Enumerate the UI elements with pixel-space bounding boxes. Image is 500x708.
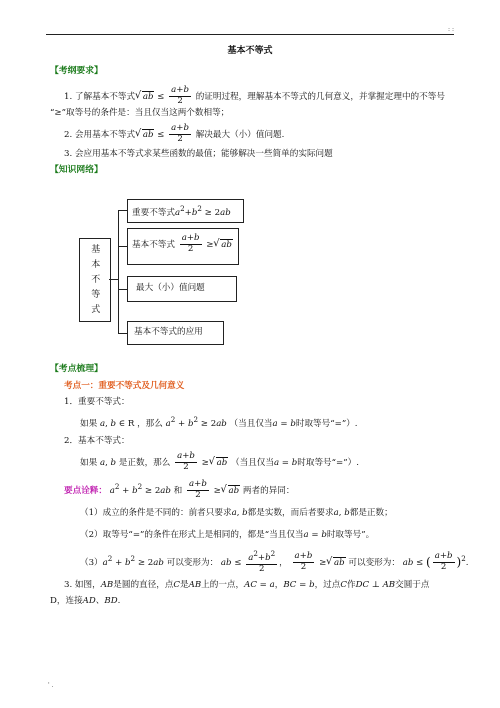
text: 可以变形为： — [166, 557, 219, 568]
sqrt-ab: √ ab — [220, 239, 233, 251]
network-trunk — [118, 210, 119, 334]
network-box-basic-inequality: 基本不等式 $\frac{a+b}{2}$ ≥ √ ab — [127, 228, 239, 265]
kp-line-3: 3. 如图，AB是圆的直径，点C是AB上的一点，AC = a，BC = b，过点C作DC ⊥ AB交圆于点 — [64, 580, 430, 590]
req-1-suffix: 的证明过程，理解基本不等式的几何意义，并掌握定理中的不等号 — [195, 91, 445, 102]
text: ， — [279, 557, 288, 568]
sqrt-ab: √ ab — [142, 91, 155, 103]
network-connector — [118, 210, 127, 211]
page-corner-mark: : : — [448, 26, 454, 33]
kp-note-2: （2）取等号“=”的条件在形式上是相同的，都是“当且仅当a = b时取等号”。 — [80, 530, 375, 540]
text: 交圆于点 — [395, 580, 430, 590]
text: 时取等号”。 — [326, 530, 375, 540]
text: 作 — [346, 580, 356, 590]
frac-a-plus-b-over-2: $\frac{a+b}{2}$ — [189, 479, 207, 500]
text: （2）取等号“=”的条件在形式上是相同的，都是“当且仅当 — [80, 530, 304, 540]
sqrt-ab: √ ab — [333, 557, 346, 569]
section-exam-requirements: 【考纲要求】 — [50, 66, 103, 76]
kp-note-1: （1）成立的条件是不同的：前者只要求a, b都是实数，而后者要求a, b都是正数； — [80, 508, 393, 518]
text: D，连接 — [50, 596, 83, 606]
network-box-1-label: 重要不等式 — [132, 207, 175, 218]
network-box-3-label: 最大（小）值问题 — [136, 283, 205, 293]
point-1-heading: 考点一：重要不等式及几何意义 — [64, 381, 185, 391]
header-rule — [46, 34, 454, 35]
text: 和 — [173, 485, 183, 496]
text: 是 — [180, 580, 189, 590]
page-corner-mark: ' . — [48, 682, 54, 689]
key-note-label: 要点诠释： — [64, 485, 107, 496]
text: 上的一点， — [201, 580, 245, 590]
network-box-applications — [127, 321, 224, 345]
text: 如果 — [80, 418, 98, 429]
text: （当且仅当 — [229, 418, 273, 429]
text: 是正数，那么 — [118, 457, 171, 468]
kp-key-note: 要点诠释： $a^2 + b^2 \ge 2ab$ 和 $\frac{a+b}{2}$ ≥ √ ab 两者的异同： — [64, 480, 294, 501]
text: （3） — [80, 557, 103, 568]
network-box-important-inequality: 重要不等式$a^2+b^2 \ge 2ab$ — [127, 199, 244, 223]
text: 可以变形为： — [348, 557, 400, 568]
text: 时取等号“=”）. — [295, 418, 358, 429]
frac-a-plus-b-over-2: $\frac{a+b}{2}$ — [171, 123, 189, 144]
text: ，那么 — [137, 418, 163, 429]
req-line-2: 2. 会用基本不等式 √ ab ≤ $\frac{a+b}{2}$ 解决最大（小）值问题. — [64, 124, 284, 145]
text: （当且仅当 — [230, 457, 274, 468]
text: 时取等号“=”）. — [297, 457, 359, 468]
network-box-2-label: 基本不等式 — [132, 239, 175, 250]
kp-line-2: 2．基本不等式： — [64, 436, 130, 446]
network-root-label: 基本不等式 — [89, 244, 100, 319]
page-title: 基本不等式 — [227, 46, 273, 56]
network-connector — [109, 279, 118, 280]
network-box-max-min — [127, 276, 237, 302]
req-line-1-cont: “≥”取等号的条件是：当且仅当这两个数相等； — [50, 108, 230, 118]
frac-a-plus-b-over-2: $\frac{a+b}{2}$ — [294, 550, 313, 572]
text: 都是正数； — [349, 508, 393, 518]
req-1-prefix: 1. 了解基本不等式 — [64, 91, 136, 102]
sqrt-ab: √ ab — [228, 485, 241, 497]
text: 如果 — [80, 457, 98, 468]
network-box-4-label: 基本不等式的应用 — [134, 327, 203, 337]
text: 都是实数，而后者要求 — [247, 508, 334, 518]
text: . — [117, 596, 121, 606]
kp-basic-inequality: 如果 a, b 是正数，那么 $\frac{a+b}{2}$ ≥ √ ab （当且仅当a = b时取等号“=”）. — [80, 452, 359, 473]
network-connector — [118, 289, 127, 290]
frac-a-plus-b-over-2: $\frac{a+b}{2}$ — [177, 451, 195, 472]
kp-important-inequality: 如果 a, b ∈ R ，那么 $a^2 + b^2 \ge 2ab$ （当且仅当a = b时取等号“=”）. — [80, 415, 358, 429]
text: 两者的异同： — [242, 485, 295, 496]
kp-note-3: $(3)a^2 + b^2 \ge 2ab$ 可以变形为： ab ≤ $\frac{a^2+b^2}{2}$ ， $\frac{a+b}{2}$ ≥ √ ab 可以变形为： ab ≤ ( $\frac{a+b}{2}$ )$^2$. — [80, 550, 469, 575]
text: 是圆的直径，点 — [113, 580, 174, 590]
req-2-suffix: 解决最大（小）值问题. — [195, 129, 285, 140]
kp-line-1: 1．重要不等式： — [64, 397, 130, 407]
section-knowledge-network: 【知识网络】 — [50, 165, 103, 175]
text: ， — [274, 580, 284, 590]
text: （1）成立的条件是不同的：前者只要求 — [80, 508, 232, 518]
req-line-1: 1. 了解基本不等式 √ ab ≤ $\frac{a+b}{2}$ 的证明过程，理解基本不等式的几何意义，并掌握定理中的不等号 — [64, 86, 445, 107]
req-2-prefix: 2. 会用基本不等式 — [64, 129, 136, 140]
network-connector — [118, 246, 127, 247]
text: ，过点 — [314, 580, 341, 590]
text: 3. 如图， — [64, 580, 101, 590]
req-line-3: 3. 会应用基本不等式求某些函数的最值；能够解决一些简单的实际问题 — [64, 149, 333, 159]
section-key-points: 【考点梳理】 — [50, 364, 103, 374]
network-root-box — [79, 238, 111, 322]
sqrt-ab: √ ab — [142, 129, 155, 141]
frac: $\frac{a^2+b^2}{2}$ — [248, 549, 276, 574]
network-connector — [118, 333, 127, 334]
frac-a-plus-b-over-2: $\frac{a+b}{2}$ — [434, 550, 453, 572]
text: 、 — [95, 596, 105, 606]
kp-line-3-cont: D，连接AD、BD. — [50, 596, 121, 606]
sqrt-ab: √ ab — [216, 457, 229, 469]
frac-a-plus-b-over-2: $\frac{a+b}{2}$ — [181, 233, 200, 254]
frac-a-plus-b-over-2: $\frac{a+b}{2}$ — [171, 85, 189, 106]
